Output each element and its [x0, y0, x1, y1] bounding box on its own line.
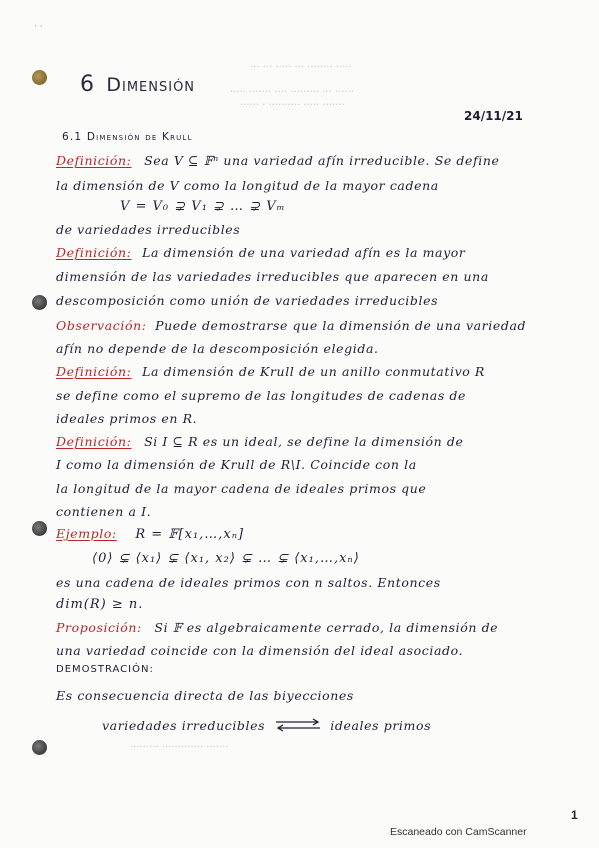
proposition-line: una variedad coincide con la dimensión del ideal asociado.	[56, 643, 464, 658]
bleed-through: ········· ············· ·······	[130, 742, 229, 753]
observation-line	[56, 318, 526, 333]
definition-line	[56, 434, 464, 449]
block-text: Puede demostrarse que la dimensión de una variedad	[155, 318, 527, 333]
block-text: Sea V ⊆ 𝔽ⁿ una variedad afín irreducible. Se define	[144, 153, 500, 168]
block-text: Si I ⊆ R es un ideal, se define la dimensión de	[144, 434, 464, 449]
bijection-right: ideales primos	[330, 718, 432, 733]
binder-hole	[32, 70, 47, 85]
block-text: La dimensión de una variedad afín es la mayor	[142, 245, 466, 260]
definition-line: I como la dimensión de Krull de R\I. Coincide con la	[56, 457, 417, 472]
block-label: Definición:	[56, 245, 132, 260]
definition-line: se define como el supremo de las longitudes de cadenas de	[56, 388, 467, 403]
chapter-title: Dimensión	[106, 74, 196, 96]
block-label: Definición:	[56, 434, 132, 449]
binder-hole	[32, 521, 47, 536]
note-date: 24/11/21	[464, 109, 523, 123]
bijection-line	[102, 718, 431, 735]
bleed-through: ····· ······· ···· ········· ··· ······	[230, 87, 354, 98]
block-text: La dimensión de Krull de un anillo conmutativo R	[142, 364, 485, 379]
section-title: 6.1 Dimensión de Krull	[62, 131, 193, 143]
proposition-line	[56, 620, 498, 635]
page-number: 1	[571, 808, 578, 822]
chapter-number: 6	[80, 72, 95, 97]
proof-line: Es consecuencia directa de las biyecciones	[56, 688, 354, 703]
definition-line: la dimensión de V como la longitud de la mayor cadena	[56, 178, 439, 193]
proof-label: DEMOSTRACIÓN:	[56, 664, 154, 675]
definition-line	[56, 364, 485, 379]
ring-formula: R = 𝔽[x₁,…,xₙ]	[135, 527, 245, 542]
block-label: Definición:	[56, 364, 132, 379]
definition-line: la longitud de la mayor cadena de ideales primos que	[56, 481, 427, 496]
observation-line: afín no depende de la descomposición elegida.	[56, 341, 379, 356]
block-label: Observación:	[56, 318, 147, 333]
block-text: Si 𝔽 es algebraicamente cerrado, la dimensión de	[154, 620, 499, 635]
bleed-through: ······ · ·········· ····· ·······	[240, 100, 345, 111]
definition-line: de variedades irreducibles	[56, 222, 241, 237]
definition-line: contienen a I.	[56, 504, 152, 519]
scanner-watermark: Escaneado con CamScanner	[390, 826, 527, 838]
block-label: Ejemplo:	[56, 526, 117, 541]
binder-hole	[32, 295, 47, 310]
chapter-heading	[80, 72, 195, 97]
scan-mark: · ·	[34, 22, 43, 32]
dimension-inequality: dim(R) ≥ n.	[56, 597, 144, 612]
example-line	[56, 526, 244, 542]
bleed-through: ··· ··· ····· ··· ········ ·····	[250, 62, 352, 73]
definition-line	[56, 245, 465, 260]
definition-line: dimensión de las variedades irreducibles que aparecen en una	[56, 269, 489, 284]
bijection-left: variedades irreducibles	[102, 718, 266, 733]
definition-line	[56, 153, 500, 168]
bijection-arrows-icon	[274, 718, 322, 735]
ideal-chain-formula: ⟨0⟩ ⊊ ⟨x₁⟩ ⊊ ⟨x₁, x₂⟩ ⊊ … ⊊ ⟨x₁,…,xₙ⟩	[92, 551, 360, 566]
example-line: es una cadena de ideales primos con n saltos. Entonces	[56, 575, 441, 590]
binder-hole	[32, 740, 47, 755]
definition-line: ideales primos en R.	[56, 411, 198, 426]
block-label: Definición:	[56, 153, 132, 168]
definition-line: descomposición como unión de variedades irreducibles	[56, 293, 439, 308]
block-label: Proposición:	[56, 620, 142, 635]
chain-formula: V = V₀ ⊋ V₁ ⊋ … ⊋ Vₘ	[120, 199, 286, 214]
